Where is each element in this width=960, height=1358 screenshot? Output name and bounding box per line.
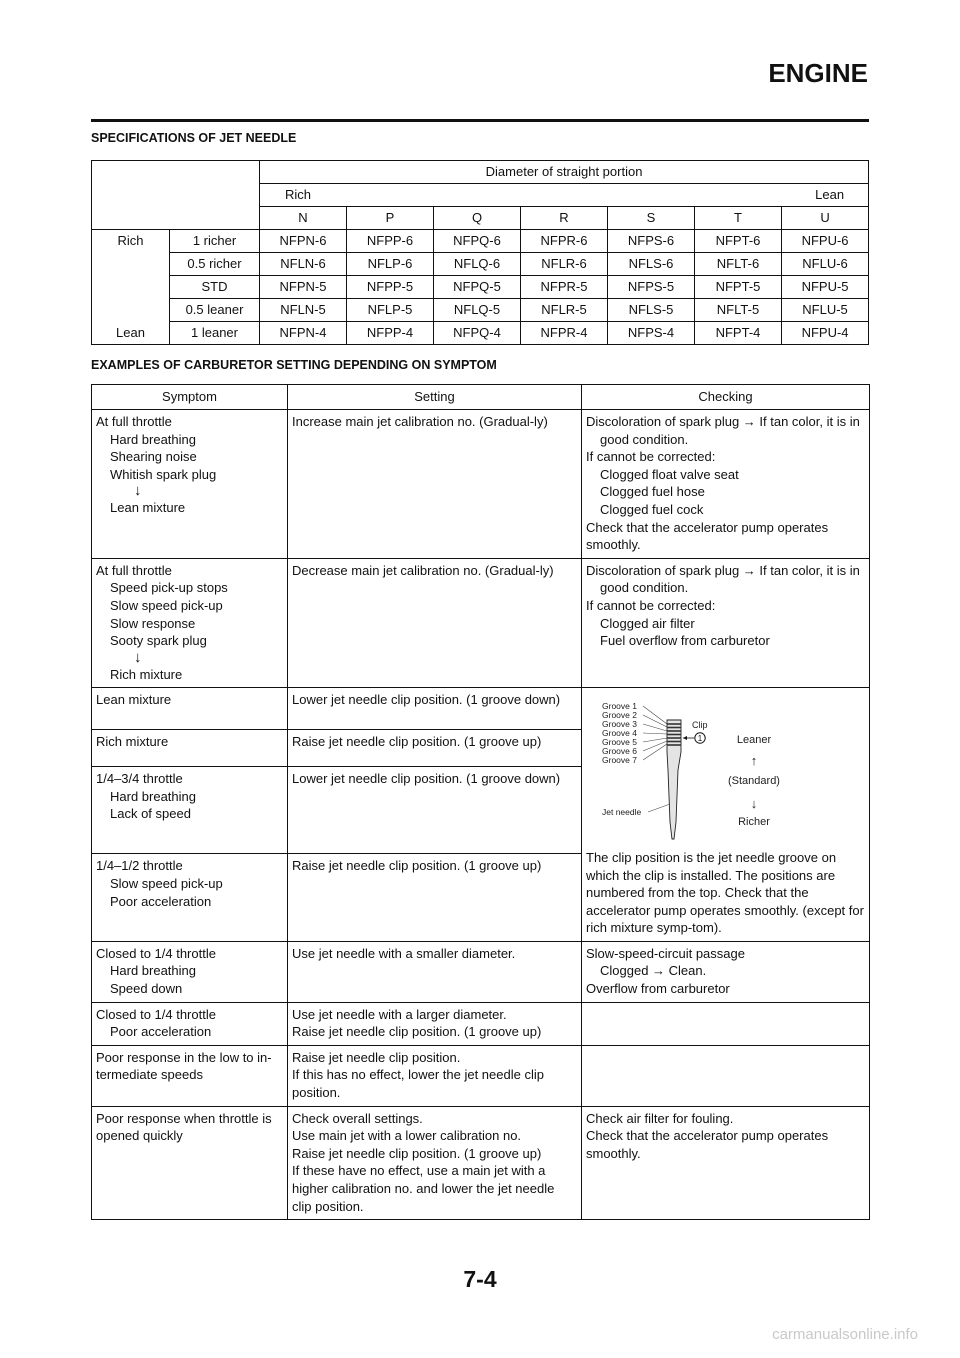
spec-cell: NFPS-6 [608, 230, 695, 253]
symptom-line: Slow speed pick-up [110, 876, 223, 892]
table-row [92, 688, 870, 730]
symptom-line: Hard breathing [110, 788, 196, 804]
header-rule [91, 119, 869, 122]
symptom-line: Closed to 1/4 throttle [96, 945, 216, 961]
table-row [92, 1002, 870, 1045]
carb-heading: EXAMPLES OF CARBURETOR SETTING DEPENDING ON SYMPTOM [91, 358, 497, 372]
setting-cell: Raise jet needle clip position. (1 groove up) [288, 730, 582, 767]
groove-label: Groove 3 [602, 719, 637, 730]
down-arrow-icon: ↓ [134, 482, 142, 500]
row-label: 1 leaner [170, 322, 260, 345]
setting-cell [288, 1045, 582, 1106]
checking-line: Slow-speed-circuit passage [586, 945, 745, 961]
checking-cell [582, 1002, 870, 1045]
jet-needle-diagram [586, 694, 864, 844]
spec-cell: NFPU-4 [782, 322, 869, 345]
spec-cell: NFPU-6 [782, 230, 869, 253]
checking-line: Discoloration of spark plug → If tan color, it is in good condition. [586, 562, 860, 596]
checking-cell [582, 1106, 870, 1220]
clip-number: 1 [697, 734, 703, 744]
setting-cell [288, 1002, 582, 1045]
symptom-line: Rich mixture [110, 666, 183, 682]
spec-cell: NFLQ-5 [434, 299, 521, 322]
spec-row [92, 230, 869, 253]
groove-label: Groove 1 [602, 701, 637, 712]
side-blank [92, 299, 170, 322]
checking-line: Clogged float valve seat [600, 466, 739, 482]
jet-needle-spec-table [91, 160, 869, 345]
leaner-label: Leaner [736, 734, 772, 747]
setting-cell: Increase main jet calibration no. (Gradual-ly) [288, 410, 582, 559]
spec-cell: NFLN-5 [260, 299, 347, 322]
spec-cell: NFLP-5 [347, 299, 434, 322]
groove-label: Groove 7 [602, 755, 637, 766]
spec-cell: NFLR-6 [521, 253, 608, 276]
spec-row [92, 253, 869, 276]
scale-lean-label: Lean [815, 187, 845, 202]
jet-needle-heading: SPECIFICATIONS OF JET NEEDLE [91, 131, 297, 145]
standard-label: (Standard) [728, 775, 780, 788]
symptom-line: Poor acceleration [110, 893, 212, 909]
needle-grooves [667, 724, 681, 745]
symptom-line: Whitish spark plug [110, 466, 217, 482]
spec-cell: NFLS-5 [608, 299, 695, 322]
side-lean-label: Lean [92, 322, 170, 345]
table-row [92, 1106, 870, 1220]
symptom-line: 1/4–1/2 throttle [96, 858, 183, 874]
carb-header-row [92, 385, 870, 410]
watermark: carmanualsonline.info [772, 1326, 918, 1343]
spec-row [92, 276, 869, 299]
spec-cell: NFLU-5 [782, 299, 869, 322]
setting-cell [288, 1106, 582, 1220]
checking-line: If cannot be corrected: [586, 449, 716, 465]
scale-rich-label: Rich [285, 187, 312, 202]
setting-line: Use main jet with a lower calibration no. [292, 1128, 522, 1144]
checking-cell [582, 558, 870, 688]
header-setting: Setting [288, 385, 582, 410]
clip-label: Clip [692, 720, 708, 731]
spec-cell: NFPN-6 [260, 230, 347, 253]
checking-cell [582, 1045, 870, 1106]
groove-label: Groove 6 [602, 746, 637, 757]
setting-line: Raise jet needle clip position. (1 groove up) [292, 1024, 542, 1040]
up-arrow-icon: ↑ [750, 753, 758, 769]
spec-cell: NFPR-5 [521, 276, 608, 299]
col-header: S [608, 207, 695, 230]
header-checking: Checking [582, 385, 870, 410]
groove-label: Groove 4 [602, 728, 637, 739]
setting-cell: Raise jet needle clip position. (1 groove up) [288, 854, 582, 941]
checking-line: Overflow from carburetor [586, 981, 730, 997]
page-number: 7-4 [463, 1266, 497, 1292]
symptom-cell [92, 410, 288, 559]
carb-symptom-table [91, 384, 870, 1220]
symptom-line: Hard breathing [110, 431, 196, 447]
symptom-cell [92, 941, 288, 1002]
spec-cell: NFPR-4 [521, 322, 608, 345]
spec-cell: NFPP-4 [347, 322, 434, 345]
spec-row [92, 322, 869, 345]
spec-cell: NFPN-5 [260, 276, 347, 299]
checking-line: If cannot be corrected: [586, 597, 716, 613]
spec-cell: NFLP-6 [347, 253, 434, 276]
down-arrow-icon: ↓ [134, 648, 142, 666]
symptom-line: At full throttle [96, 414, 172, 429]
symptom-cell [92, 767, 288, 854]
symptom-line: Shearing noise [110, 449, 197, 465]
col-header: P [347, 207, 434, 230]
setting-line: Raise jet needle clip position. [292, 1049, 461, 1065]
spec-row [92, 299, 869, 322]
spec-cell: NFLU-6 [782, 253, 869, 276]
spec-cell: NFLN-6 [260, 253, 347, 276]
table-row [92, 1045, 870, 1106]
groove-label: Groove 2 [602, 710, 637, 721]
spec-cell: NFPU-5 [782, 276, 869, 299]
spec-cell: NFPT-5 [695, 276, 782, 299]
symptom-line: Lack of speed [110, 806, 191, 822]
symptom-cell: Poor response when throttle is opened quickly [92, 1106, 288, 1220]
table-row [92, 558, 870, 688]
setting-line: Use jet needle with a larger diameter. [292, 1006, 507, 1022]
col-header: Q [434, 207, 521, 230]
symptom-line: Speed pick-up stops [110, 580, 228, 596]
checking-line: Discoloration of spark plug → If tan color, it is in good condition. [586, 414, 860, 447]
setting-cell: Decrease main jet calibration no. (Gradual-ly) [288, 558, 582, 688]
row-label: STD [170, 276, 260, 299]
spec-cell: NFLT-6 [695, 253, 782, 276]
setting-line: Raise jet needle clip position. (1 groove up) [292, 1145, 542, 1161]
symptom-cell: Poor response in the low to in-termediate speeds [92, 1045, 288, 1106]
spec-cell: NFLT-5 [695, 299, 782, 322]
header-symptom: Symptom [92, 385, 288, 410]
page-title: ENGINE [768, 58, 868, 88]
symptom-line: Sooty spark plug [110, 633, 207, 649]
symptom-cell: Lean mixture [92, 688, 288, 730]
spec-cell: NFPP-5 [347, 276, 434, 299]
setting-cell: Lower jet needle clip position. (1 groove down) [288, 688, 582, 730]
spec-cell: NFLS-6 [608, 253, 695, 276]
row-label: 0.5 leaner [170, 299, 260, 322]
setting-line: Check overall settings. [292, 1110, 423, 1126]
spec-cell: NFPQ-4 [434, 322, 521, 345]
spec-cell: NFPT-4 [695, 322, 782, 345]
symptom-line: Closed to 1/4 throttle [96, 1006, 216, 1022]
row-label: 1 richer [170, 230, 260, 253]
diameter-label: Diameter of straight portion [260, 161, 869, 184]
symptom-line: Poor acceleration [110, 1024, 212, 1040]
col-header: U [782, 207, 869, 230]
setting-cell: Lower jet needle clip position. (1 groove down) [288, 767, 582, 854]
rich-lean-scale [260, 184, 869, 207]
checking-cell [582, 941, 870, 1002]
symptom-line: Lean mixture [110, 500, 186, 516]
side-blank [92, 253, 170, 276]
symptom-line: 1/4–3/4 throttle [96, 771, 183, 787]
col-header: N [260, 207, 347, 230]
spec-cell: NFLR-5 [521, 299, 608, 322]
checking-line: Check that the accelerator pump operates smoothly. [586, 1128, 829, 1161]
checking-line: Clogged fuel cock [600, 501, 704, 517]
table-row [92, 941, 870, 1002]
checking-line: Clogged fuel hose [600, 484, 705, 500]
checking-line: Check that the accelerator pump operates smoothly. [586, 519, 829, 553]
col-header: R [521, 207, 608, 230]
spec-cell: NFPR-6 [521, 230, 608, 253]
symptom-cell [92, 854, 288, 941]
setting-cell: Use jet needle with a smaller diameter. [288, 941, 582, 1002]
symptom-line: Slow response [110, 615, 196, 631]
symptom-cell [92, 1002, 288, 1045]
spec-corner-cell [92, 161, 260, 230]
spec-cell: NFPT-6 [695, 230, 782, 253]
needle-checking-text: The clip position is the jet needle groove on which the clip is installed. The positions are numbered from the top. Check that the accelerator pump operates smoothly. (except for rich mixture symp-tom). [586, 849, 864, 936]
needle-checking-cell [582, 688, 870, 942]
symptom-cell: Rich mixture [92, 730, 288, 767]
row-label: 0.5 richer [170, 253, 260, 276]
spec-cell: NFPS-5 [608, 276, 695, 299]
richer-label: Richer [738, 816, 770, 829]
spec-cell: NFPS-4 [608, 322, 695, 345]
symptom-line: Hard breathing [110, 963, 196, 979]
side-blank [92, 276, 170, 299]
symptom-line: At full throttle [96, 562, 172, 578]
groove-leader-lines [643, 706, 667, 760]
spec-cell: NFLQ-6 [434, 253, 521, 276]
checking-line: Clogged → Clean. [600, 963, 707, 979]
jet-needle-label: Jet needle [602, 807, 642, 818]
symptom-line: Slow speed pick-up [110, 597, 223, 613]
spec-cell: NFPQ-5 [434, 276, 521, 299]
table-row [92, 410, 870, 559]
setting-line: If this has no effect, lower the jet needle clip position. [292, 1067, 544, 1101]
col-header: T [695, 207, 782, 230]
groove-label: Groove 5 [602, 737, 637, 748]
checking-line: Check air filter for fouling. [586, 1110, 734, 1126]
checking-line: Clogged air filter [600, 615, 695, 631]
checking-cell [582, 410, 870, 559]
spec-cell: NFPP-6 [347, 230, 434, 253]
spec-cell: NFPQ-6 [434, 230, 521, 253]
symptom-cell [92, 558, 288, 688]
spec-cell: NFPN-4 [260, 322, 347, 345]
down-arrow-icon: ↓ [750, 796, 758, 812]
setting-line: If these have no effect, use a main jet with a higher calibration no. and lower the jet needle clip position. [292, 1163, 555, 1214]
checking-line: Fuel overflow from carburetor [600, 633, 770, 649]
symptom-line: Speed down [110, 981, 183, 997]
side-rich-label: Rich [92, 230, 170, 253]
